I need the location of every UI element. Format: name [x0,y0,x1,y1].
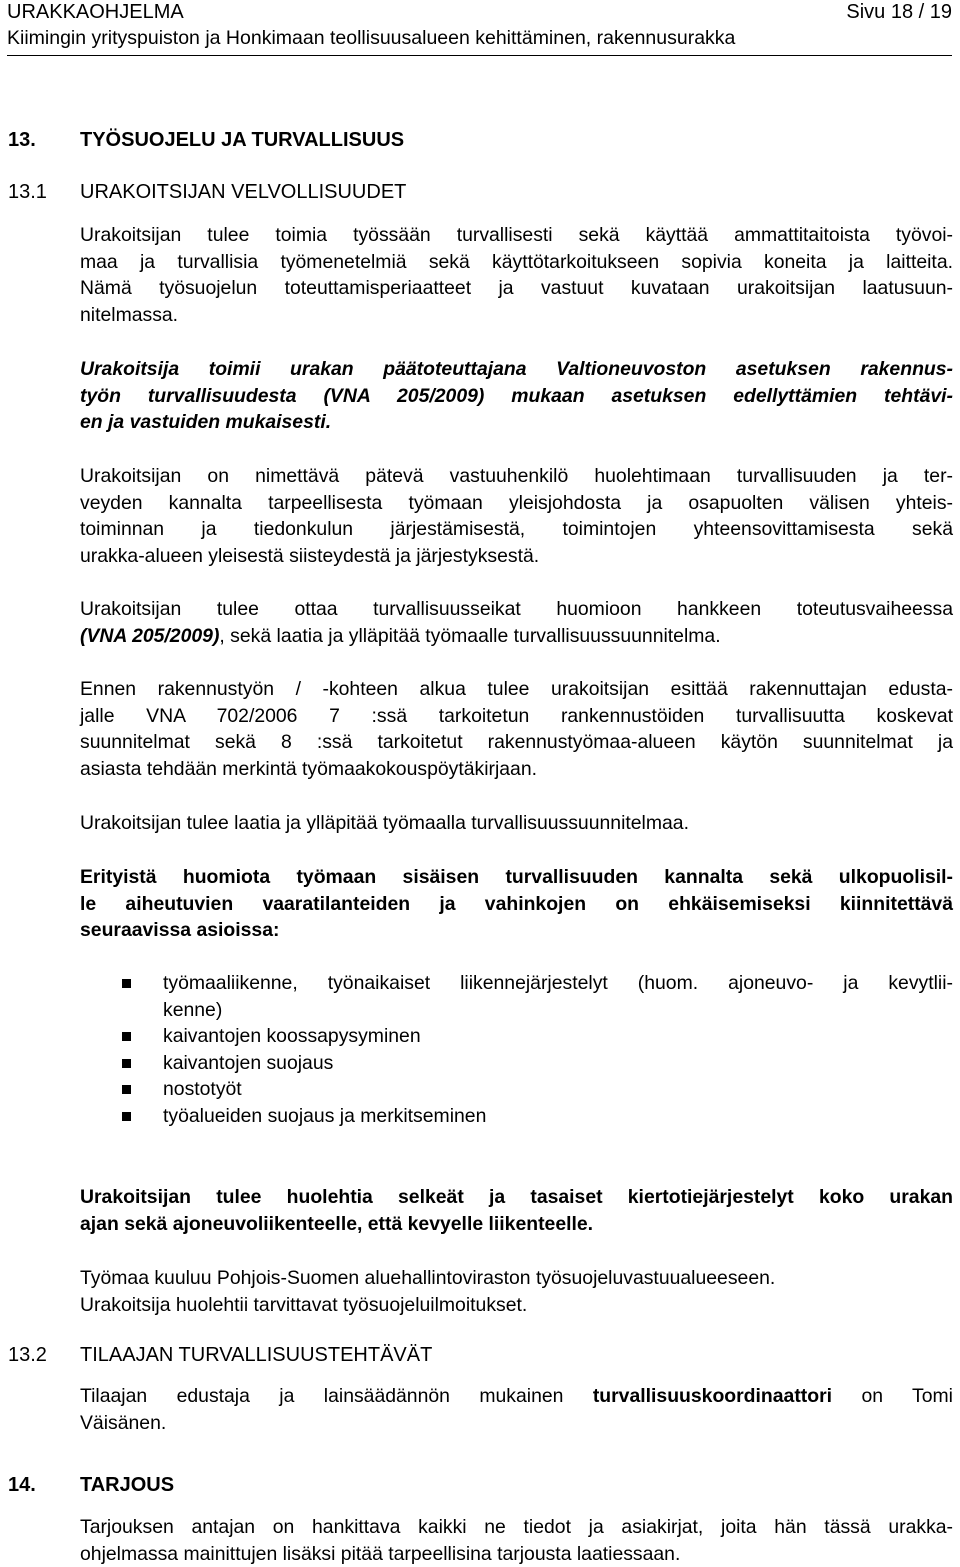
paragraph-maintain-plan: Urakoitsijan tulee laatia ja ylläpitää työmaalla turvallisuussuunnitelmaa. [80,812,689,834]
paragraph-safety-coordinator: Tilaajan edustaja ja lainsäädännön mukainen turvallisuuskoordinaattori on Tomi Väisänen. [80,1385,953,1434]
bullet-square-icon [122,1085,131,1094]
section-number: 13.1 [8,181,47,203]
header-page-number: Sivu 18 / 19 [846,1,952,23]
header-title: URAKKAOHJELMA [7,1,184,23]
paragraph-safety-plan: Urakoitsijan tulee ottaa turvallisuusseikat huomioon hankkeen toteutusvaiheessa (VNA 205/2009), sekä laatia ja ylläpitää työmaalle turvallisuussuunnitelma. [80,598,953,647]
bullet-square-icon [122,1032,131,1041]
section-title: TILAAJAN TURVALLISUUSTEHTÄVÄT [80,1344,433,1366]
paragraph-occupational-safety-authority: Työmaa kuuluu Pohjois-Suomen aluehallintoviraston työsuojeluvastuualueeseen. Urakoitsija huolehtii tarvittavat työsuojeluilmoitukset. [80,1267,776,1316]
section-number: 13.2 [8,1344,47,1366]
bullet-square-icon [122,1059,131,1068]
attention-list [80,970,953,1130]
bullet-square-icon [122,1112,131,1121]
bullet-square-icon [122,979,131,988]
section-title: TARJOUS [80,1474,175,1496]
paragraph-responsible-person: Urakoitsijan on nimettävä pätevä vastuuhenkilö huolehtimaan turvallisuuden ja ter- veyden kannalta tarpeellisesta työmaan yleisjohdosta ja osapuolten välisen yhteis- toiminnan ja tiedonkulun järjestämisestä, toimintojen yhteensovittamisesta sekä urakka-alueen yleisestä siisteydestä ja järjestyksestä. [80,465,953,567]
regulation-reference: (VNA 205/2009) [80,624,220,647]
header-subtitle: Kiimingin yrityspuiston ja Honkimaan teollisuusalueen kehittäminen, rakennusurakka [7,27,736,49]
section-title: URAKOITSIJAN VELVOLLISUUDET [80,181,407,203]
list-item: kaivantojen suojaus [80,1050,953,1077]
paragraph-before-construction: Ennen rakennustyön / -kohteen alkua tulee urakoitsijan esittää rakennuttajan edusta- jalle VNA 702/2006 7 :ssä tarkoitetun rankennustöiden turvallisuutta koskevat suunnitelmat sekä 8 :ssä tarkoitetut rakennustyömaa-alueen käytön suunnitelmat ja asiasta tehdään merkintä työmaakokouspöytäkirjaan. [80,678,953,780]
page-header [7,0,952,56]
paragraph-tender: Tarjouksen antajan on hankittava kaikki ne tiedot ja asiakirjat, joita hän tässä urakka- ohjelmassa mainittujen lisäksi pitää tarpeellisina tarjousta laatiessaan. [80,1516,953,1565]
paragraph-main-implementer: Urakoitsija toimii urakan päätoteuttajana Valtioneuvoston asetuksen rakennus- työn turvallisuudesta (VNA 205/2009) mukaan asetuksen edellyttämien tehtävi- en ja vastuiden mukaisesti. [80,358,953,434]
list-item: nostotyöt [80,1076,953,1103]
coordinator-role: turvallisuuskoordinaattori [592,1385,833,1407]
paragraph-special-attention: Erityistä huomiota työmaan sisäisen turvallisuuden kannalta sekä ulkopuolisil- le aiheutuvien vaaratilanteiden ja vahinkojen on ehkäisemiseksi kiinnitettävä seuraavissa asioissa: [80,866,953,942]
paragraph-detours: Urakoitsijan tulee huolehtia selkeät ja tasaiset kiertotiejärjestelyt koko urakan ajan sekä ajoneuvoliikenteelle, että kevyelle liikenteelle. [80,1186,953,1235]
list-item: työalueiden suojaus ja merkitseminen [80,1103,953,1130]
section-number: 14. [8,1474,36,1496]
list-item: kaivantojen koossapysyminen [80,1023,953,1050]
section-number: 13. [8,129,36,151]
paragraph-contractor-duties: Urakoitsijan tulee toimia työssään turvallisesti sekä käyttää ammattitaitoista työvoi- maa ja turvallisia työmenetelmiä sekä käyttötarkoitukseen sopivia koneita ja laitteita. Nämä työsuojelun toteuttamisperiaatteet ja vastuut kuvataan urakoitsijan laatusuun- nitelmassa. [80,224,953,326]
list-item: työmaaliikenne, työnaikaiset liikennejärjestelyt (huom. ajoneuvo- ja kevytlii- kenne) [80,970,953,1023]
section-title: TYÖSUOJELU JA TURVALLISUUS [80,129,405,151]
